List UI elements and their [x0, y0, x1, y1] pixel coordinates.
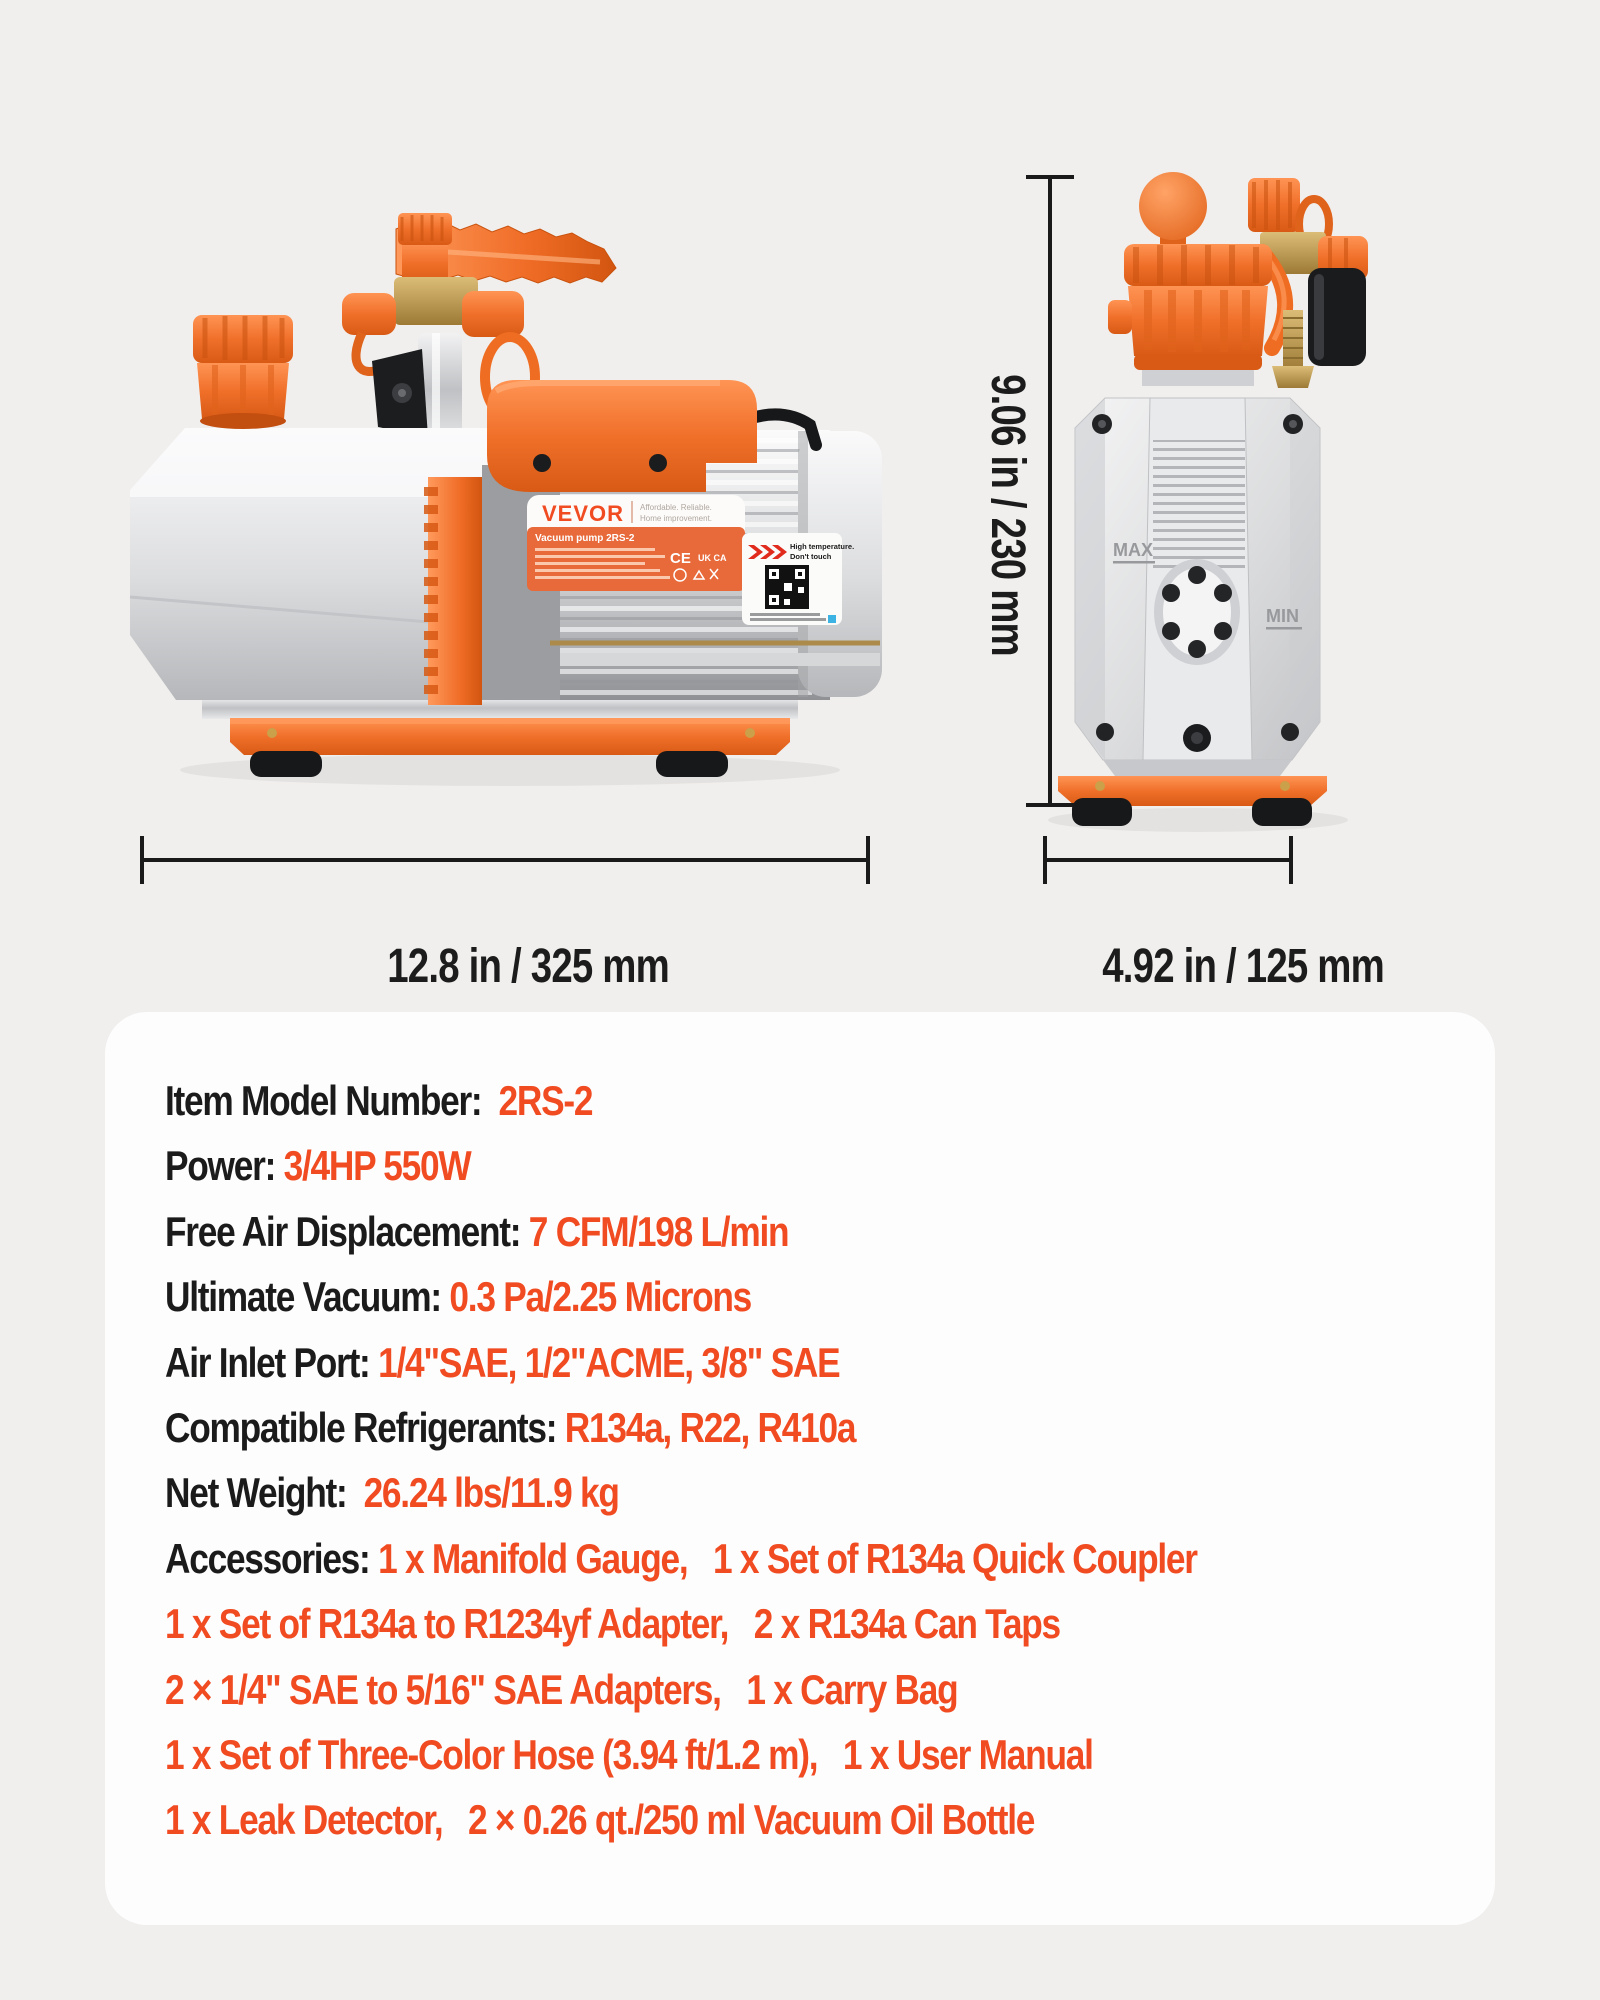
front-oil-cap: [1108, 172, 1272, 386]
spec-accessories-cont-4: 1 x Leak Detector, 2 × 0.26 qt./250 ml Vacuum Oil Bottle: [165, 1796, 1035, 1844]
front-foot-left: [1072, 798, 1132, 826]
side-oil-cap: [193, 315, 293, 429]
spec-row-inlet: Air Inlet Port: 1/4"SAE, 1/2"ACME, 3/8" SAE: [165, 1338, 840, 1386]
spec-row-accessories: Accessories: 1 x Manifold Gauge, 1 x Set of R134a Quick Coupler: [165, 1534, 1197, 1582]
spec-row-power: Power: 3/4HP 550W: [165, 1142, 471, 1190]
dim-tick: [1026, 803, 1074, 807]
side-width-label: 12.8 in / 325 mm: [386, 940, 669, 993]
warning-text-2: Don't touch: [790, 552, 832, 561]
front-foot-right: [1252, 798, 1312, 826]
warning-label: [742, 533, 854, 625]
spec-accessories-cont-2: 2 × 1/4" SAE to 5/16" SAE Adapters, 1 x Carry Bag: [165, 1665, 958, 1713]
vevor-rating-label: [527, 495, 745, 591]
front-body: [1075, 398, 1320, 776]
side-foot-right: [656, 751, 728, 777]
spec-accessories-cont-1: 1 x Set of R134a to R1234yf Adapter, 2 x R134a Can Taps: [165, 1600, 1060, 1648]
spec-card: [105, 1012, 1495, 1925]
spec-row-weight: Net Weight: 26.24 lbs/11.9 kg: [165, 1469, 619, 1517]
spec-list: [165, 1068, 1465, 1853]
brand-logo: VEVOR: [542, 501, 625, 526]
side-base-deck: [202, 697, 798, 719]
dim-tick: [1043, 836, 1047, 884]
spec-row-refrigerants: Compatible Refrigerants: R134a, R22, R410a: [165, 1403, 856, 1451]
spec-row-vacuum: Ultimate Vacuum: 0.3 Pa/2.25 Microns: [165, 1273, 752, 1321]
pump-side-view-image: [110, 165, 890, 815]
pump-front-view-image: [1020, 160, 1380, 840]
side-ribbed-column: [424, 477, 482, 705]
dim-tick: [1289, 836, 1293, 884]
label-product-name: Vacuum pump 2RS-2: [535, 533, 635, 544]
front-width-label: 4.92 in / 125 mm: [1102, 940, 1385, 993]
oil-min-label: MIN: [1266, 606, 1299, 626]
spec-accessories-cont-3: 1 x Set of Three-Color Hose (3.94 ft/1.2 m), 1 x User Manual: [165, 1730, 1093, 1778]
ukca-mark: UK CA: [698, 553, 727, 563]
spec-row-displacement: Free Air Displacement: 7 CFM/198 L/min: [165, 1207, 789, 1255]
qr-code-icon: [765, 565, 809, 609]
brand-tagline-1: Affordable. Reliable.: [640, 503, 712, 512]
oil-max-label: MAX: [1113, 540, 1153, 560]
ce-mark: CE: [670, 550, 691, 567]
dim-line-horizontal: [1045, 858, 1293, 862]
dim-line-vertical: [1048, 177, 1052, 805]
warning-text-1: High temperature.: [790, 542, 855, 551]
side-base-plate: [230, 718, 790, 755]
dim-line-horizontal: [142, 858, 868, 862]
brand-tagline-2: Home improvement.: [640, 514, 713, 523]
spec-row-model: Item Model Number: 2RS-2: [165, 1077, 593, 1124]
front-height-label: 9.06 in / 230 mm: [981, 374, 1034, 656]
dim-tick: [1026, 175, 1074, 179]
dim-tick: [140, 836, 144, 884]
oil-sight-glass: [1154, 559, 1240, 665]
dim-tick: [866, 836, 870, 884]
side-foot-left: [250, 751, 322, 777]
